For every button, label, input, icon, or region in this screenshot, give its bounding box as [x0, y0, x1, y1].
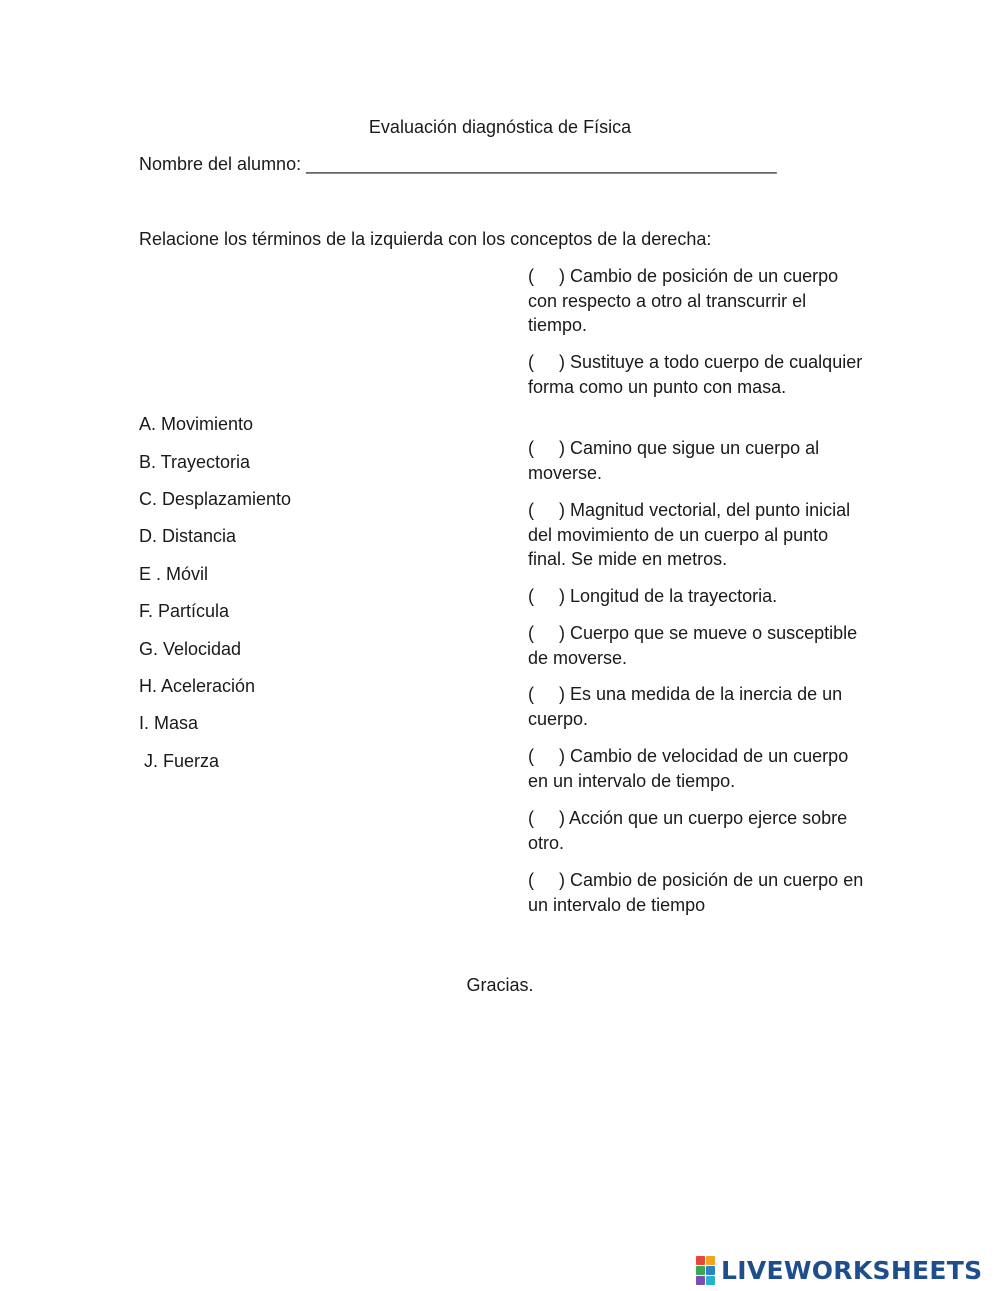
worksheet-title: Evaluación diagnóstica de Física [368, 117, 632, 137]
logo-block [696, 1276, 705, 1285]
answer-blank[interactable]: ( ) [528, 500, 565, 520]
answer-blank[interactable]: ( ) [528, 684, 565, 704]
term-item: F. Partícula [139, 601, 230, 621]
answer-blank[interactable]: ( ) [528, 623, 565, 643]
definition-text: Acción que un cuerpo ejerce sobre otro. [528, 808, 848, 853]
definition-text: Sustituye a todo cuerpo de cualquier forma como un punto con masa. [528, 352, 863, 397]
term-item: I. Masa [139, 713, 199, 733]
term-item: C. Desplazamiento [139, 489, 292, 509]
definition-item [528, 584, 868, 609]
answer-blank[interactable]: ( ) [528, 746, 565, 766]
definition-item [528, 350, 868, 399]
definition-item [528, 436, 868, 485]
definition-item [528, 868, 868, 917]
definition-text: Es una medida de la inercia de un cuerpo. [528, 684, 843, 729]
logo-block [706, 1266, 715, 1275]
term-item: H. Aceleración [139, 676, 256, 696]
term-item: J. Fuerza [139, 751, 220, 771]
logo-block [696, 1266, 705, 1275]
term-item: B. Trayectoria [139, 452, 251, 472]
definition-item [528, 498, 868, 572]
liveworksheets-logo [696, 1253, 982, 1287]
liveworksheets-logo-icon [696, 1256, 715, 1285]
term-item: E . Móvil [139, 564, 209, 584]
definition-item [528, 682, 868, 731]
definition-item [528, 806, 868, 855]
answer-blank[interactable]: ( ) [528, 352, 565, 372]
definition-text: Camino que sigue un cuerpo al moverse. [528, 438, 820, 483]
answer-blank[interactable]: ( ) [528, 438, 565, 458]
logo-block [706, 1256, 715, 1265]
definition-text: Longitud de la trayectoria. [570, 586, 778, 606]
term-item: A. Movimiento [139, 414, 254, 434]
term-item: G. Velocidad [139, 639, 242, 659]
closing-text: Gracias. [466, 975, 534, 995]
definition-text: Cambio de posición de un cuerpo en un intervalo de tiempo [528, 870, 864, 915]
definition-item [528, 264, 868, 338]
definition-text: Magnitud vectorial, del punto inicial del movimiento de un cuerpo al punto final. Se mide en metros. [528, 500, 851, 569]
definition-text: Cuerpo que se mueve o susceptible de moverse. [528, 623, 858, 668]
answer-blank[interactable]: ( ) [528, 870, 565, 890]
student-name-field[interactable]: Nombre del alumno: _______________________________________________ [139, 154, 777, 174]
definition-item [528, 621, 868, 670]
answer-blank[interactable]: ( ) [528, 586, 565, 606]
definition-item [528, 744, 868, 793]
logo-block [706, 1276, 715, 1285]
answer-blank[interactable]: ( ) [528, 266, 565, 286]
logo-block [696, 1256, 705, 1265]
logo-wordmark: LIVEWORKSHEETS [721, 1255, 983, 1285]
term-item: D. Distancia [139, 526, 237, 546]
instructions: Relacione los términos de la izquierda con los conceptos de la derecha: [139, 229, 712, 249]
answer-blank[interactable]: ( ) [528, 808, 565, 828]
definition-text: Cambio de velocidad de un cuerpo en un intervalo de tiempo. [528, 746, 849, 791]
definition-text: Cambio de posición de un cuerpo con respecto a otro al transcurrir el tiempo. [528, 266, 839, 335]
